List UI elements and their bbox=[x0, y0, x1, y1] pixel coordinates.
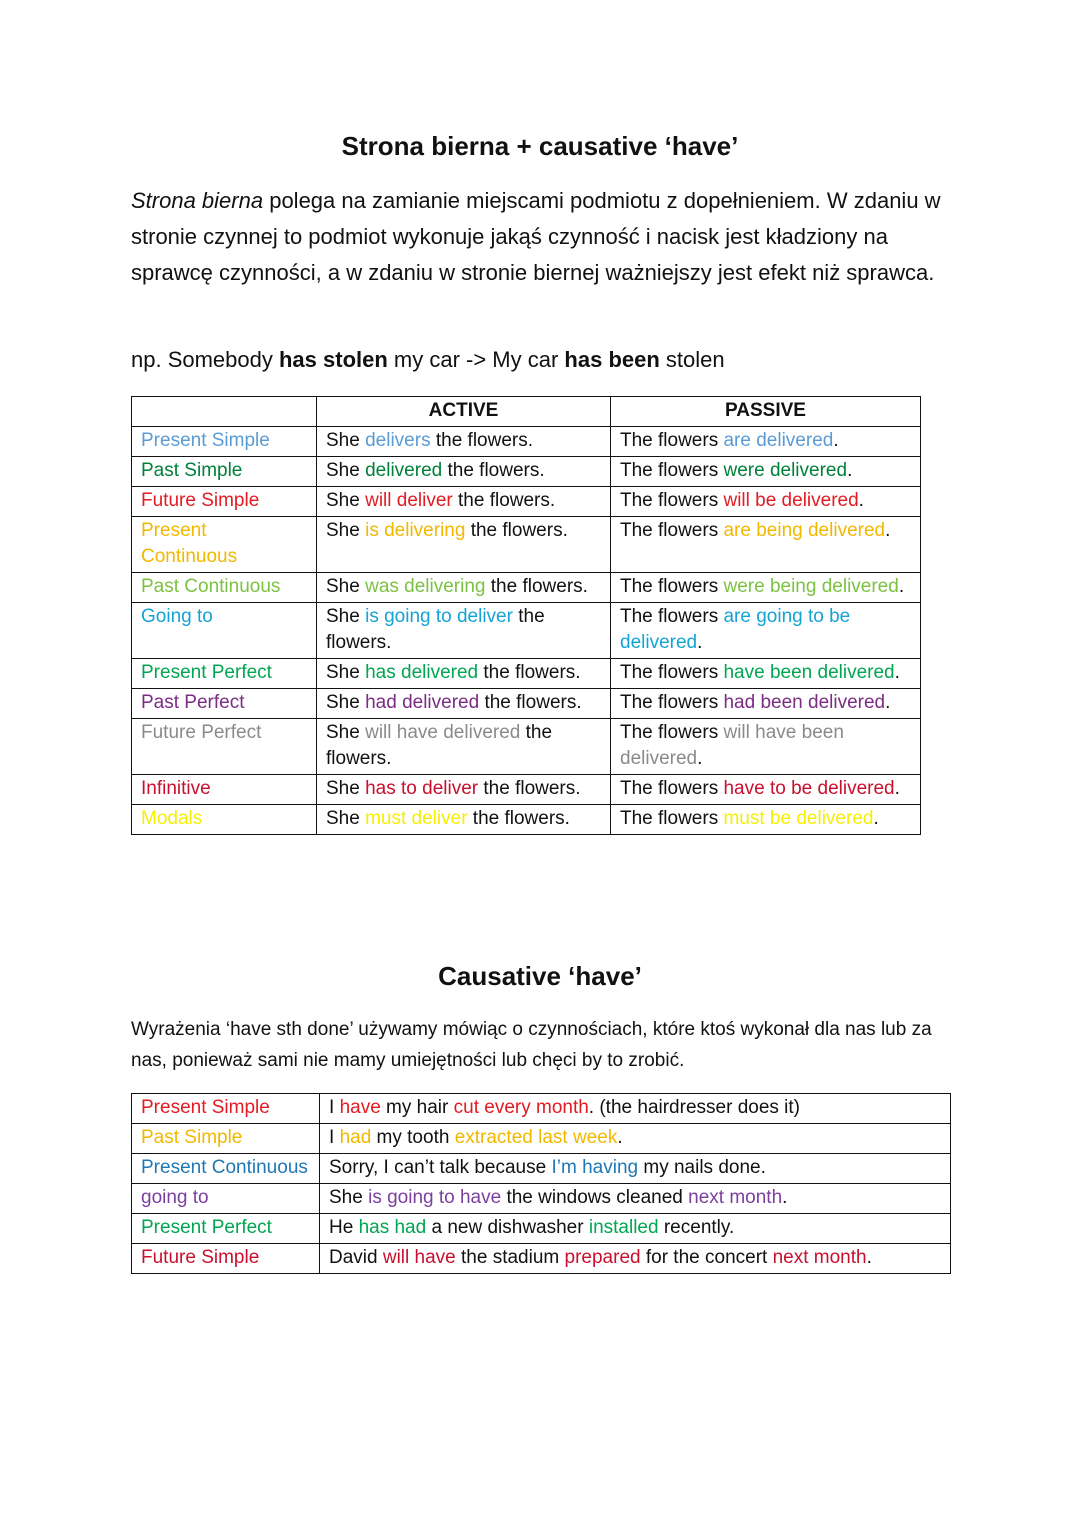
verb-highlight: will have been delivered bbox=[620, 722, 844, 769]
active-sentence-cell bbox=[317, 517, 611, 573]
sentence-fragment: . bbox=[898, 576, 905, 597]
verb-highlight: cut every month bbox=[453, 1097, 589, 1118]
verb-highlight: next month bbox=[688, 1187, 783, 1208]
sentence-fragment: The flowers bbox=[620, 808, 724, 829]
table-row bbox=[132, 457, 921, 487]
sentence-fragment: She bbox=[326, 460, 366, 481]
sentence-fragment: the flowers. bbox=[326, 606, 545, 653]
sentence-fragment: The flowers bbox=[620, 490, 724, 511]
passive_table-tense-cell: Future Perfect bbox=[132, 719, 317, 775]
table-row bbox=[132, 1214, 951, 1244]
sentence-fragment: the flowers. bbox=[430, 430, 534, 451]
active-sentence-cell bbox=[317, 427, 611, 457]
sentence-fragment: . bbox=[873, 808, 879, 829]
intro-paragraph bbox=[131, 183, 951, 291]
sentence-fragment: The flowers bbox=[620, 722, 724, 743]
table-row bbox=[132, 427, 921, 457]
passive_table-tense-cell: Future Simple bbox=[132, 487, 317, 517]
active-sentence-cell bbox=[317, 603, 611, 659]
passive-voice-table bbox=[131, 396, 921, 835]
verb-highlight: were delivered bbox=[723, 460, 848, 481]
causative-tense-cell: Present Perfect bbox=[132, 1214, 320, 1244]
example-sentence-cell bbox=[320, 1184, 951, 1214]
sentence-fragment: The flowers bbox=[620, 606, 724, 627]
sentence-fragment: the flowers. bbox=[478, 662, 581, 683]
page-title: Strona bierna + causative ‘have’ bbox=[341, 131, 739, 161]
sentence-fragment: She bbox=[326, 520, 366, 541]
sentence-fragment: She bbox=[326, 662, 366, 683]
sentence-fragment: She bbox=[326, 606, 366, 627]
verb-highlight: is delivering bbox=[365, 520, 466, 541]
passive-sentence-cell bbox=[611, 689, 921, 719]
sentence-fragment: . bbox=[858, 490, 864, 511]
sentence-fragment: He bbox=[329, 1217, 359, 1238]
active-sentence-cell bbox=[317, 689, 611, 719]
sentence-fragment: The flowers bbox=[620, 576, 724, 597]
sentence-fragment: the flowers. bbox=[465, 520, 568, 541]
example-part-2: my car -> My car bbox=[387, 347, 565, 372]
passive-sentence-cell bbox=[611, 775, 921, 805]
sentence-fragment: The flowers bbox=[620, 520, 724, 541]
passive_table-tense-cell: Present Simple bbox=[132, 427, 317, 457]
passive-sentence-cell bbox=[611, 805, 921, 835]
example-sentence-cell bbox=[320, 1214, 951, 1244]
verb-highlight: were being delivered bbox=[723, 576, 899, 597]
table-row bbox=[132, 805, 921, 835]
sentence-fragment: She bbox=[326, 430, 366, 451]
verb-highlight: have bbox=[339, 1097, 381, 1118]
table-row bbox=[132, 775, 921, 805]
verb-highlight: must be delivered bbox=[723, 808, 874, 829]
verb-highlight: extracted last week bbox=[454, 1127, 618, 1148]
passive_table-tense-cell: Past Simple bbox=[132, 457, 317, 487]
example-sentence-cell bbox=[320, 1244, 951, 1274]
passive_table-tense-cell: Going to bbox=[132, 603, 317, 659]
passive_table-tense-cell: Past Perfect bbox=[132, 689, 317, 719]
active-sentence-cell bbox=[317, 457, 611, 487]
sentence-fragment: the flowers. bbox=[485, 576, 588, 597]
table-row bbox=[132, 1184, 951, 1214]
example-sentence-cell bbox=[320, 1094, 951, 1124]
table-row bbox=[132, 517, 921, 573]
verb-highlight: prepared bbox=[564, 1247, 641, 1268]
table-row bbox=[132, 659, 921, 689]
verb-highlight: will have bbox=[382, 1247, 456, 1268]
passive_table-tense-cell: Modals bbox=[132, 805, 317, 835]
table-row bbox=[132, 487, 921, 517]
active-sentence-cell bbox=[317, 805, 611, 835]
table-row bbox=[132, 719, 921, 775]
active-sentence-cell bbox=[317, 487, 611, 517]
active-sentence-cell bbox=[317, 659, 611, 689]
sentence-fragment: She bbox=[326, 490, 366, 511]
sentence-fragment: . bbox=[697, 632, 703, 653]
sentence-fragment: She bbox=[326, 692, 366, 713]
sentence-fragment: . bbox=[617, 1127, 623, 1148]
passive_table-tense-cell: Present Perfect bbox=[132, 659, 317, 689]
sentence-fragment: . bbox=[866, 1247, 872, 1268]
sentence-fragment: a new dishwasher bbox=[426, 1217, 589, 1238]
table-row bbox=[132, 1094, 951, 1124]
intro-text: polega na zamianie miejscami podmiotu z dopełnieniem. W zdaniu w stronie czynnej to podmiot wykonuje jakąś czynność i nacisk jest kładziony na sprawcę czynności, a w zdaniu w stronie biernej ważniejszy jest efekt niż sprawca. bbox=[131, 188, 941, 285]
sentence-fragment: . bbox=[847, 460, 853, 481]
sentence-fragment: the flowers. bbox=[478, 778, 581, 799]
causative-description: Wyrażenia ‘have sth done’ używamy mówiąc o czynnościach, które ktoś wykonał dla nas lub za nas, ponieważ sami nie mamy umiejętności lub chęci by to zrobić. bbox=[131, 1019, 932, 1071]
table-row bbox=[132, 1154, 951, 1184]
sentence-fragment: I bbox=[329, 1127, 340, 1148]
example-part-1: np. Somebody bbox=[131, 347, 279, 372]
sentence-fragment: . bbox=[885, 692, 891, 713]
verb-highlight: have to be delivered bbox=[723, 778, 895, 799]
sentence-fragment: the flowers. bbox=[467, 808, 570, 829]
verb-highlight: has had bbox=[358, 1217, 427, 1238]
sentence-fragment: the flowers. bbox=[442, 460, 545, 481]
header-active: ACTIVE bbox=[317, 397, 611, 427]
example-sentence-cell bbox=[320, 1154, 951, 1184]
passive-sentence-cell bbox=[611, 487, 921, 517]
sentence-fragment: . bbox=[894, 662, 900, 683]
passive_table-tense-cell: Past Continuous bbox=[132, 573, 317, 603]
sentence-fragment: the flowers. bbox=[452, 490, 556, 511]
verb-highlight: next month bbox=[772, 1247, 867, 1268]
example-sentence bbox=[131, 342, 951, 378]
sentence-fragment: my hair bbox=[380, 1097, 454, 1118]
sentence-fragment: for the concert bbox=[640, 1247, 773, 1268]
sentence-fragment: The flowers bbox=[620, 460, 724, 481]
sentence-fragment: . bbox=[697, 748, 703, 769]
sentence-fragment: . bbox=[885, 520, 891, 541]
causative-tense-cell: Past Simple bbox=[132, 1124, 320, 1154]
verb-highlight: have been delivered bbox=[723, 662, 895, 683]
passive-sentence-cell bbox=[611, 603, 921, 659]
verb-highlight: I’m having bbox=[551, 1157, 639, 1178]
causative-title: Causative ‘have’ bbox=[438, 961, 642, 991]
active-sentence-cell bbox=[317, 775, 611, 805]
sentence-fragment: . bbox=[782, 1187, 788, 1208]
verb-highlight: are being delivered bbox=[723, 520, 886, 541]
sentence-fragment: She bbox=[329, 1187, 369, 1208]
intro-italic-term: Strona bierna bbox=[131, 188, 264, 213]
verb-highlight: was delivering bbox=[365, 576, 486, 597]
sentence-fragment: She bbox=[326, 576, 366, 597]
sentence-fragment: the flowers. bbox=[326, 722, 553, 769]
sentence-fragment: the flowers. bbox=[479, 692, 582, 713]
table-row bbox=[132, 689, 921, 719]
verb-highlight: had been delivered bbox=[723, 692, 886, 713]
passive_table-tense-cell: Infinitive bbox=[132, 775, 317, 805]
verb-highlight: must deliver bbox=[365, 808, 468, 829]
verb-highlight: has delivered bbox=[365, 662, 479, 683]
verb-highlight: has to deliver bbox=[365, 778, 479, 799]
verb-highlight: delivered bbox=[365, 460, 443, 481]
sentence-fragment: The flowers bbox=[620, 692, 724, 713]
table-row bbox=[132, 1124, 951, 1154]
active-sentence-cell bbox=[317, 719, 611, 775]
header-passive: PASSIVE bbox=[611, 397, 921, 427]
verb-highlight: are delivered bbox=[723, 430, 834, 451]
table-row bbox=[132, 573, 921, 603]
verb-highlight: will have delivered bbox=[365, 722, 521, 743]
passive-sentence-cell bbox=[611, 517, 921, 573]
causative-table bbox=[131, 1093, 951, 1274]
causative-tense-cell: Present Simple bbox=[132, 1094, 320, 1124]
example-bold-1: has stolen bbox=[278, 347, 388, 372]
sentence-fragment: my nails done. bbox=[638, 1157, 766, 1178]
sentence-fragment: David bbox=[329, 1247, 383, 1268]
sentence-fragment: The flowers bbox=[620, 778, 724, 799]
example-bold-2: has been bbox=[564, 347, 660, 372]
verb-highlight: had bbox=[339, 1127, 372, 1148]
header-empty bbox=[132, 397, 317, 427]
sentence-fragment: The flowers bbox=[620, 430, 724, 451]
causative-tense-cell: Present Continuous bbox=[132, 1154, 320, 1184]
sentence-fragment: . (the hairdresser does it) bbox=[588, 1097, 800, 1118]
verb-highlight: is going to have bbox=[368, 1187, 502, 1208]
sentence-fragment: the stadium bbox=[455, 1247, 565, 1268]
example-part-3: stolen bbox=[659, 347, 725, 372]
sentence-fragment: She bbox=[326, 778, 366, 799]
sentence-fragment: I bbox=[329, 1097, 340, 1118]
sentence-fragment: She bbox=[326, 722, 366, 743]
causative-tense-cell: going to bbox=[132, 1184, 320, 1214]
verb-highlight: is going to deliver bbox=[365, 606, 513, 627]
verb-highlight: had delivered bbox=[365, 692, 480, 713]
causative-tense-cell: Future Simple bbox=[132, 1244, 320, 1274]
sentence-fragment: the windows cleaned bbox=[501, 1187, 689, 1208]
verb-highlight: installed bbox=[588, 1217, 659, 1238]
table-row bbox=[132, 603, 921, 659]
verb-highlight: will be delivered bbox=[723, 490, 859, 511]
passive-sentence-cell bbox=[611, 573, 921, 603]
verb-highlight: will deliver bbox=[365, 490, 453, 511]
sentence-fragment: my tooth bbox=[371, 1127, 455, 1148]
sentence-fragment: . bbox=[894, 778, 900, 799]
verb-highlight: delivers bbox=[365, 430, 431, 451]
passive-sentence-cell bbox=[611, 659, 921, 689]
passive-sentence-cell bbox=[611, 457, 921, 487]
active-sentence-cell bbox=[317, 573, 611, 603]
passive-table-header-row bbox=[132, 397, 921, 427]
sentence-fragment: recently. bbox=[658, 1217, 735, 1238]
passive-sentence-cell bbox=[611, 719, 921, 775]
passive_table-tense-cell: Present Continuous bbox=[132, 517, 317, 573]
verb-highlight: are going to be delivered bbox=[620, 606, 851, 653]
sentence-fragment: Sorry, I can’t talk because bbox=[329, 1157, 552, 1178]
table-row bbox=[132, 1244, 951, 1274]
sentence-fragment: . bbox=[833, 430, 839, 451]
sentence-fragment: The flowers bbox=[620, 662, 724, 683]
sentence-fragment: She bbox=[326, 808, 366, 829]
example-sentence-cell bbox=[320, 1124, 951, 1154]
passive-sentence-cell bbox=[611, 427, 921, 457]
